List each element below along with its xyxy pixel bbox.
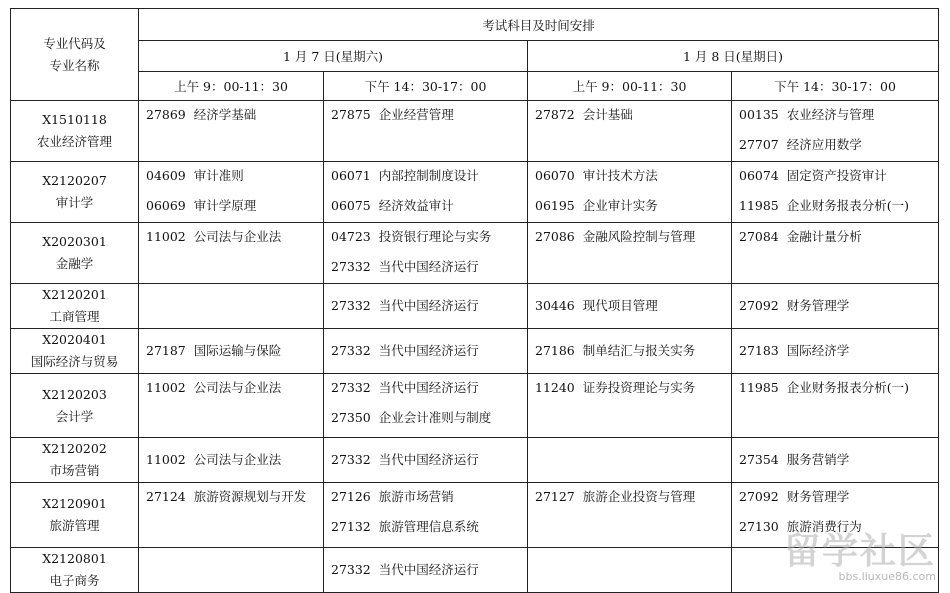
subject-name: 审计技术方法 bbox=[582, 168, 658, 183]
subject-entry bbox=[331, 452, 527, 468]
subject-cell bbox=[528, 374, 732, 438]
subject-entry bbox=[535, 198, 731, 222]
subject-code: 27332 bbox=[331, 343, 371, 358]
subject-cell bbox=[139, 438, 324, 483]
exam-schedule-table bbox=[10, 8, 939, 593]
table-row bbox=[11, 374, 939, 438]
subject-entry bbox=[146, 380, 323, 404]
subject-cell bbox=[528, 438, 732, 483]
subject-cell bbox=[324, 162, 528, 223]
subject-entry bbox=[146, 168, 323, 192]
subject-name: 公司法与企业法 bbox=[193, 380, 282, 395]
subject-cell bbox=[732, 101, 939, 162]
subject-code: 27130 bbox=[739, 519, 779, 534]
subject-code: 27124 bbox=[146, 489, 186, 504]
subject-cell bbox=[732, 329, 939, 374]
subject-entry bbox=[331, 410, 527, 434]
subject-code: 30446 bbox=[535, 298, 575, 313]
major-cell bbox=[11, 329, 139, 374]
table-row bbox=[11, 548, 939, 593]
table-row bbox=[11, 483, 939, 548]
subject-cell bbox=[732, 162, 939, 223]
subject-name: 企业财务报表分析(一) bbox=[786, 380, 910, 395]
major-column-header bbox=[11, 9, 139, 101]
subject-cell bbox=[139, 162, 324, 223]
subject-code: 27092 bbox=[739, 489, 779, 504]
subject-name: 固定资产投资审计 bbox=[786, 168, 887, 183]
major-name: 审计学 bbox=[55, 195, 94, 210]
major-code: X2120801 bbox=[42, 551, 107, 566]
subject-cell bbox=[139, 101, 324, 162]
subject-entry bbox=[739, 380, 938, 404]
subject-code: 27127 bbox=[535, 489, 575, 504]
major-cell bbox=[11, 101, 139, 162]
subject-entry bbox=[739, 489, 938, 513]
subject-cell bbox=[139, 483, 324, 548]
subject-name: 旅游管理信息系统 bbox=[378, 519, 479, 534]
subject-code: 27332 bbox=[331, 562, 371, 577]
major-cell bbox=[11, 223, 139, 284]
subject-code: 27183 bbox=[739, 343, 779, 358]
major-cell bbox=[11, 284, 139, 329]
day2-header: 1 月 8 日(星期日) bbox=[528, 41, 939, 72]
subject-code: 11985 bbox=[739, 380, 779, 395]
subject-name: 当代中国经济运行 bbox=[378, 343, 479, 358]
subject-cell bbox=[732, 223, 939, 284]
major-cell bbox=[11, 438, 139, 483]
subject-cell bbox=[732, 483, 939, 548]
major-name: 金融学 bbox=[55, 256, 94, 271]
subject-cell bbox=[139, 329, 324, 374]
subject-entry bbox=[331, 259, 527, 283]
subject-code: 27132 bbox=[331, 519, 371, 534]
subject-entry bbox=[331, 562, 527, 578]
table-row bbox=[11, 162, 939, 223]
subject-code: 06070 bbox=[535, 168, 575, 183]
major-header-line1: 专业代码及 bbox=[43, 35, 106, 51]
subject-name: 国际运输与保险 bbox=[193, 343, 282, 358]
subject-cell bbox=[528, 284, 732, 329]
subject-name: 旅游企业投资与管理 bbox=[582, 489, 696, 504]
subject-cell bbox=[528, 329, 732, 374]
subject-name: 金融计量分析 bbox=[786, 229, 862, 244]
subject-entry bbox=[535, 229, 731, 253]
subject-name: 企业财务报表分析(一) bbox=[786, 198, 910, 213]
major-name: 会计学 bbox=[55, 408, 94, 424]
subject-name: 金融风险控制与管理 bbox=[582, 229, 696, 244]
subject-cell bbox=[732, 548, 939, 593]
major-code: X2020301 bbox=[42, 234, 107, 249]
subject-name: 旅游资源规划与开发 bbox=[193, 489, 307, 504]
subject-name: 财务管理学 bbox=[786, 489, 850, 504]
major-name: 旅游管理 bbox=[49, 518, 100, 533]
subject-entry bbox=[331, 519, 527, 543]
subject-code: 27084 bbox=[739, 229, 779, 244]
subject-name: 证券投资理论与实务 bbox=[582, 380, 696, 395]
day2-morning-header: 上午 9：00-11：30 bbox=[528, 72, 732, 101]
subject-cell bbox=[324, 223, 528, 284]
table-row bbox=[11, 438, 939, 483]
subject-entry bbox=[739, 452, 938, 468]
major-name: 农业经济管理 bbox=[36, 134, 112, 149]
major-code: X2120207 bbox=[42, 173, 107, 188]
subject-cell bbox=[324, 284, 528, 329]
subject-entry bbox=[331, 489, 527, 513]
subject-entry bbox=[331, 380, 527, 404]
subject-entry bbox=[535, 298, 731, 314]
day1-morning-header: 上午 9：00-11：30 bbox=[139, 72, 324, 101]
subject-code: 27332 bbox=[331, 380, 371, 395]
table-row bbox=[11, 223, 939, 284]
subject-name: 现代项目管理 bbox=[582, 298, 658, 313]
subject-name: 公司法与企业法 bbox=[193, 452, 282, 467]
subject-cell bbox=[732, 284, 939, 329]
subject-name: 制单结汇与报关实务 bbox=[582, 343, 696, 358]
subject-name: 企业审计实务 bbox=[582, 198, 658, 213]
major-name: 市场营销 bbox=[49, 463, 100, 478]
major-code: X2120201 bbox=[42, 287, 107, 302]
subject-code: 11240 bbox=[535, 380, 575, 395]
subject-entry bbox=[331, 298, 527, 314]
subject-name: 国际经济学 bbox=[786, 343, 850, 358]
subject-name: 当代中国经济运行 bbox=[378, 562, 479, 577]
subject-entry bbox=[146, 107, 323, 131]
subject-name: 当代中国经济运行 bbox=[378, 259, 479, 274]
subject-cell bbox=[324, 438, 528, 483]
subject-cell bbox=[324, 329, 528, 374]
subject-code: 27092 bbox=[739, 298, 779, 313]
subject-entry bbox=[331, 343, 527, 359]
subject-code: 11002 bbox=[146, 452, 186, 467]
subject-code: 06069 bbox=[146, 198, 186, 213]
subject-code: 06195 bbox=[535, 198, 575, 213]
subject-entry bbox=[331, 198, 527, 222]
subject-cell bbox=[139, 548, 324, 593]
subject-entry bbox=[146, 489, 323, 513]
subject-name: 旅游市场营销 bbox=[378, 489, 454, 504]
subject-cell bbox=[528, 548, 732, 593]
subject-entry bbox=[739, 168, 938, 192]
subject-entry bbox=[146, 452, 323, 468]
subject-entry bbox=[535, 343, 731, 359]
subject-cell bbox=[324, 101, 528, 162]
subject-code: 04609 bbox=[146, 168, 186, 183]
major-cell bbox=[11, 548, 139, 593]
subject-code: 27869 bbox=[146, 107, 186, 122]
subject-name: 农业经济与管理 bbox=[786, 107, 875, 122]
subject-name: 旅游消费行为 bbox=[786, 519, 862, 534]
subject-cell bbox=[139, 284, 324, 329]
subject-code: 11002 bbox=[146, 229, 186, 244]
subject-code: 00135 bbox=[739, 107, 779, 122]
subject-code: 27332 bbox=[331, 298, 371, 313]
day1-afternoon-header: 下午 14：30-17：00 bbox=[324, 72, 528, 101]
subject-cell bbox=[528, 483, 732, 548]
subject-entry bbox=[739, 298, 938, 314]
major-name: 国际经济与贸易 bbox=[30, 354, 119, 369]
subject-name: 公司法与企业法 bbox=[193, 229, 282, 244]
subject-entry bbox=[535, 168, 731, 192]
subject-code: 27186 bbox=[535, 343, 575, 358]
table-row bbox=[11, 329, 939, 374]
subject-cell bbox=[139, 223, 324, 284]
subject-code: 06074 bbox=[739, 168, 779, 183]
subject-name: 投资银行理论与实务 bbox=[378, 229, 492, 244]
subject-code: 04723 bbox=[331, 229, 371, 244]
subject-name: 企业会计准则与制度 bbox=[378, 410, 492, 425]
subject-name: 内部控制制度设计 bbox=[378, 168, 479, 183]
subject-entry bbox=[146, 229, 323, 253]
subject-name: 经济应用数学 bbox=[786, 137, 862, 152]
subject-cell bbox=[324, 483, 528, 548]
subject-name: 经济学基础 bbox=[193, 107, 257, 122]
subject-cell bbox=[732, 374, 939, 438]
schedule-body bbox=[11, 101, 939, 593]
subject-cell bbox=[528, 162, 732, 223]
subject-code: 11002 bbox=[146, 380, 186, 395]
subject-cell bbox=[732, 438, 939, 483]
subject-entry bbox=[739, 107, 938, 131]
major-code: X2120202 bbox=[42, 441, 107, 456]
subject-code: 27332 bbox=[331, 452, 371, 467]
subject-name: 当代中国经济运行 bbox=[378, 380, 479, 395]
subject-code: 27126 bbox=[331, 489, 371, 504]
subject-entry bbox=[331, 107, 527, 131]
subject-entry bbox=[739, 519, 938, 543]
subject-code: 27875 bbox=[331, 107, 371, 122]
subject-entry bbox=[535, 489, 731, 513]
major-code: X2120203 bbox=[42, 386, 107, 402]
subject-entry bbox=[739, 343, 938, 359]
watermark-url: bbs.liuxue86.com bbox=[838, 570, 936, 583]
table-row bbox=[11, 101, 939, 162]
subject-code: 27354 bbox=[739, 452, 779, 467]
subject-entry bbox=[331, 168, 527, 192]
major-code: X2120901 bbox=[42, 496, 107, 511]
major-cell bbox=[11, 483, 139, 548]
major-name: 工商管理 bbox=[49, 309, 100, 324]
subject-cell bbox=[528, 101, 732, 162]
subject-name: 经济效益审计 bbox=[378, 198, 454, 213]
day1-header: 1 月 7 日(星期六) bbox=[139, 41, 528, 72]
watermark-logo: 留学社区 bbox=[783, 531, 936, 572]
subject-entry bbox=[146, 343, 323, 359]
subject-code: 11985 bbox=[739, 198, 779, 213]
subject-name: 当代中国经济运行 bbox=[378, 452, 479, 467]
subject-name: 服务营销学 bbox=[786, 452, 850, 467]
major-cell bbox=[11, 374, 139, 438]
subject-name: 当代中国经济运行 bbox=[378, 298, 479, 313]
major-code: X2020401 bbox=[42, 332, 107, 347]
subject-entry bbox=[146, 198, 323, 222]
day2-afternoon-header: 下午 14：30-17：00 bbox=[732, 72, 939, 101]
major-header-line2: 专业名称 bbox=[49, 57, 100, 73]
subject-code: 27350 bbox=[331, 410, 371, 425]
subject-name: 审计学原理 bbox=[193, 198, 257, 213]
subject-code: 27332 bbox=[331, 259, 371, 274]
schedule-title: 考试科目及时间安排 bbox=[139, 9, 939, 41]
subject-cell bbox=[324, 374, 528, 438]
subject-name: 财务管理学 bbox=[786, 298, 850, 313]
subject-name: 审计准则 bbox=[193, 168, 244, 183]
subject-code: 06075 bbox=[331, 198, 371, 213]
subject-entry bbox=[739, 137, 938, 161]
subject-cell bbox=[324, 548, 528, 593]
subject-entry bbox=[331, 229, 527, 253]
major-code: X1510118 bbox=[42, 112, 107, 127]
major-cell bbox=[11, 162, 139, 223]
subject-name: 会计基础 bbox=[582, 107, 633, 122]
subject-name: 企业经营管理 bbox=[378, 107, 454, 122]
subject-entry bbox=[739, 229, 938, 253]
subject-code: 27187 bbox=[146, 343, 186, 358]
subject-code: 27707 bbox=[739, 137, 779, 152]
subject-entry bbox=[535, 380, 731, 404]
subject-cell bbox=[139, 374, 324, 438]
major-name: 电子商务 bbox=[49, 573, 100, 588]
subject-code: 06071 bbox=[331, 168, 371, 183]
subject-entry bbox=[739, 198, 938, 222]
subject-cell bbox=[528, 223, 732, 284]
subject-entry bbox=[535, 107, 731, 131]
subject-code: 27086 bbox=[535, 229, 575, 244]
subject-code: 27872 bbox=[535, 107, 575, 122]
table-row bbox=[11, 284, 939, 329]
